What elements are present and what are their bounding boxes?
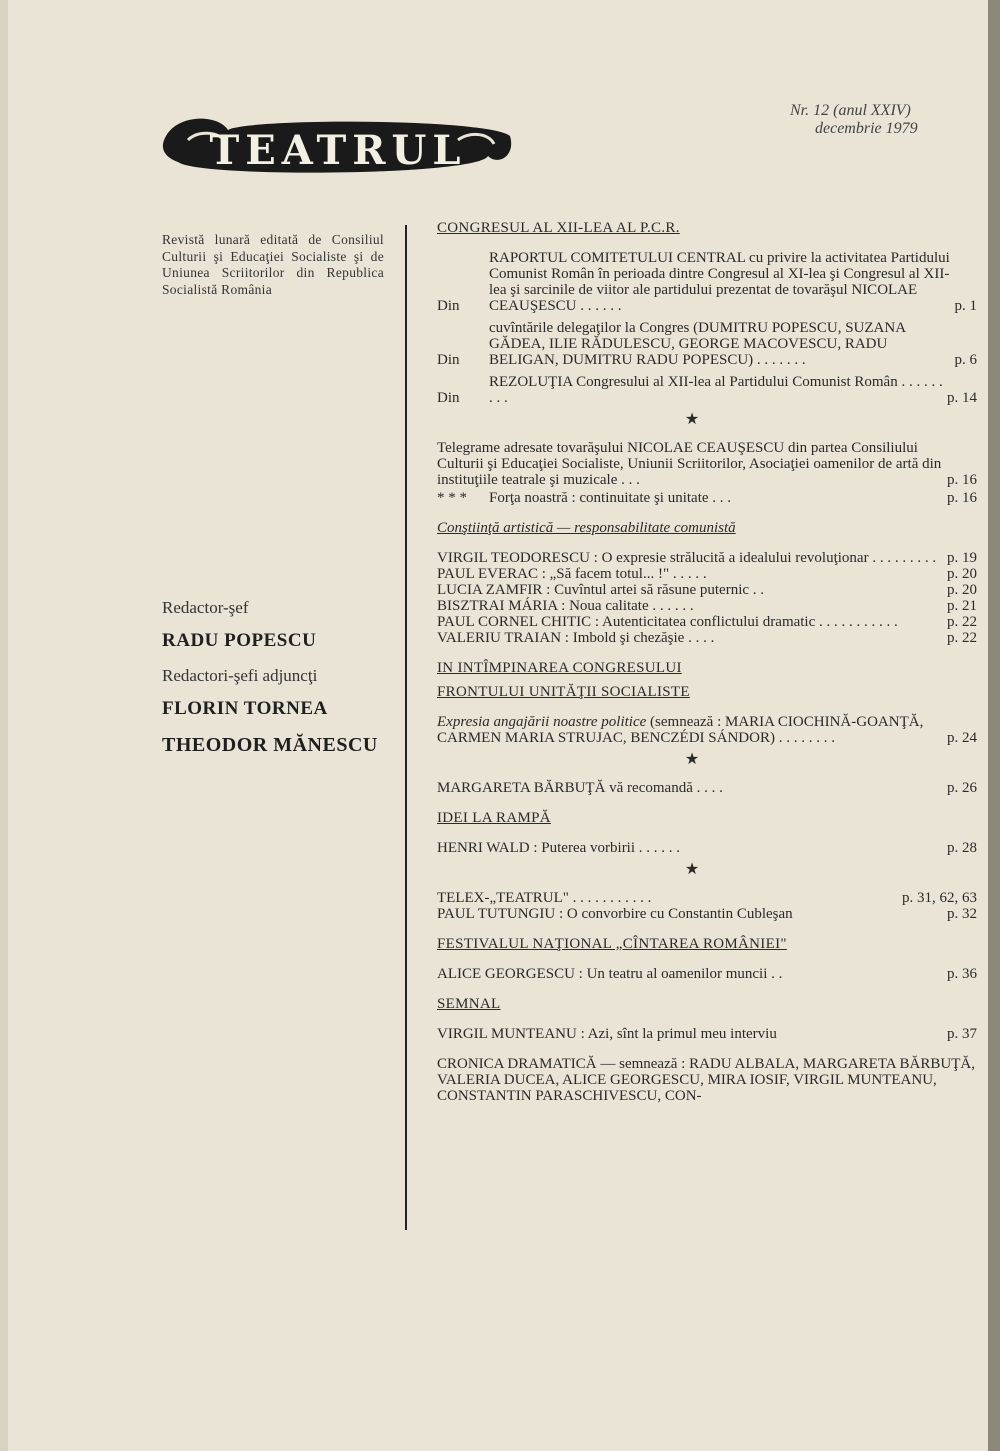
section-festival: FESTIVALUL NAŢIONAL „CÎNTAREA ROMÂNIEI" — [437, 936, 787, 952]
star-separator: ★ — [684, 411, 700, 428]
deputy-1: FLORIN TORNEA — [162, 698, 328, 719]
entry-text: TELEX-„TEATRUL" . . . . . . . . . . . — [437, 890, 652, 906]
entry-page: p. 28 — [947, 840, 977, 856]
entry-text: CRONICA DRAMATICĂ — semnează : RADU ALBALA, MARGARETA BĂRBUŢĂ, VALERIA DUCEA, ALICE GEORGESCU, MIRA IOSIF, VIRGIL MUNTEANU, CONSTANTIN PARASCHIVESCU, CON- — [437, 1056, 975, 1104]
toc-entry — [437, 630, 977, 646]
entry-text: cuvîntările delegaţilor la Congres (DUMITRU POPESCU, SUZANA GĂDEA, ILIE RĂDULESCU, GEORGE MACOVESCU, RADU BELIGAN, DUMITRU RADU POPESCU) . . . . . . . — [489, 320, 906, 368]
table-of-contents — [437, 220, 977, 1104]
toc-entry — [437, 614, 977, 630]
entry-text: VIRGIL TEODORESCU : O expresie strălucită a idealului revoluţionar . . . . . . . . . — [437, 550, 937, 566]
entry-page: p. 26 — [947, 780, 977, 796]
editor-role: Redactor-şef — [162, 598, 249, 617]
toc-entry — [437, 780, 977, 796]
entry-text: ALICE GEORGESCU : Un teatru al oamenilor muncii . . — [437, 966, 783, 982]
teatrul-logo — [158, 106, 518, 186]
section-intimpinarea: IN INTÎMPINAREA CONGRESULUI — [437, 660, 682, 676]
entry-page: p. 22 — [947, 614, 977, 630]
entry-page: p. 16 — [947, 472, 977, 488]
toc-entry — [437, 714, 977, 746]
entry-page: p. 19 — [947, 550, 977, 566]
section-congres: CONGRESUL AL XII-LEA AL P.C.R. — [437, 220, 680, 236]
entry-prefix: * * * — [437, 490, 467, 506]
entry-text: VALERIU TRAIAN : Imbold şi chezăşie . . . . — [437, 630, 715, 646]
toc-entry — [437, 890, 977, 906]
entry-text: PAUL EVERAC : „Să facem totul... !" . . . . . — [437, 566, 707, 582]
entry-page: p. 32 — [947, 906, 977, 922]
entry-text: VIRGIL MUNTEANU : Azi, sînt la primul meu interviu — [437, 1026, 777, 1042]
entry-page: p. 37 — [947, 1026, 977, 1042]
toc-entry — [437, 490, 977, 506]
entry-page: p. 36 — [947, 966, 977, 982]
entry-page: p. 20 — [947, 566, 977, 582]
entry-page: p. 6 — [954, 352, 977, 368]
toc-entry — [437, 966, 977, 982]
entry-text: Telegrame adresate tovarăşului NICOLAE CEAUŞESCU din partea Consiliului Culturii şi Educaţiei Socialiste, Uniunii Scriitorilor, Asociaţiei oamenilor de artă din instituţiile teatrale şi muzicale . . . — [437, 440, 942, 488]
toc-entry — [437, 582, 977, 598]
editor-name: RADU POPESCU — [162, 630, 317, 651]
toc-entry — [437, 250, 977, 314]
entry-text: Forţa noastră : continuitate şi unitate . . . — [489, 490, 732, 506]
entry-page: p. 22 — [947, 630, 977, 646]
entry-text: RAPORTUL COMITETULUI CENTRAL cu privire la activitatea Partidului Comunist Român în perioada dintre Congresul al XI-lea şi Congresul al XII-lea şi sarcinile de viitor ale partidului prezentat de tovarăşul NICOLAE CEAUŞESCU . . . . . . — [489, 250, 950, 314]
entry-page: p. 24 — [947, 730, 977, 746]
entry-italic-title: Expresia angajării noastre politice — [437, 714, 647, 730]
entry-text: BISZTRAI MÁRIA : Noua calitate . . . . . . — [437, 598, 694, 614]
toc-entry — [437, 550, 977, 566]
entry-text: PAUL TUTUNGIU : O convorbire cu Constantin Cubleşan — [437, 906, 793, 922]
page-edge-right — [988, 0, 1000, 1451]
toc-entry — [437, 1026, 977, 1042]
entry-text: HENRI WALD : Puterea vorbirii . . . . . . — [437, 840, 681, 856]
entry-page: p. 14 — [947, 390, 977, 406]
star-separator: ★ — [684, 861, 700, 878]
star-separator: ★ — [684, 751, 700, 768]
logo-text: TEATRUL — [209, 127, 467, 174]
toc-entry — [437, 840, 977, 856]
publisher-description: Revistă lunară editată de Consiliul Culturii şi Educaţiei Socialiste şi de Uniunea Scriitorilor din Republica Socialistă România — [162, 232, 384, 297]
section-constiinta: Conştiinţă artistică — responsabilitate comunistă — [437, 520, 736, 536]
toc-entry — [437, 598, 977, 614]
toc-entry — [437, 320, 977, 368]
entry-page: p. 21 — [947, 598, 977, 614]
entry-page: p. 20 — [947, 582, 977, 598]
entry-page: p. 1 — [954, 298, 977, 314]
entry-page: p. 31, 62, 63 — [902, 890, 977, 906]
issue-info — [790, 102, 980, 138]
section-idei: IDEI LA RAMPĂ — [437, 810, 551, 826]
toc-entry — [437, 1056, 977, 1104]
toc-entry — [437, 906, 977, 922]
toc-entry — [437, 566, 977, 582]
entry-page: p. 16 — [947, 490, 977, 506]
entry-prefix: Din — [437, 352, 460, 368]
deputy-2: THEODOR MĂNESCU — [162, 734, 378, 756]
entry-text: PAUL CORNEL CHITIC : Autenticitatea conflictului dramatic . . . . . . . . . . . — [437, 614, 898, 630]
entry-text: REZOLUŢIA Congresului al XII-lea al Partidului Comunist Român . . . . . . . . . — [489, 374, 943, 406]
entry-text: MARGARETA BĂRBUŢĂ vă recomandă . . . . — [437, 780, 723, 796]
column-divider — [405, 225, 407, 1230]
issue-date: decembrie 1979 — [815, 120, 918, 137]
section-semnal: SEMNAL — [437, 996, 501, 1012]
section-frontului: FRONTULUI UNITĂŢII SOCIALISTE — [437, 684, 690, 700]
toc-entry — [437, 440, 977, 488]
entry-prefix: Din — [437, 298, 460, 314]
toc-entry — [437, 374, 977, 406]
issue-number: Nr. 12 (anul XXIV) — [790, 102, 911, 119]
deputies-role: Redactori-şefi adjuncţi — [162, 666, 318, 685]
entry-prefix: Din — [437, 390, 460, 406]
entry-text: LUCIA ZAMFIR : Cuvîntul artei să răsune puternic . . — [437, 582, 765, 598]
page-edge-left — [0, 0, 8, 1451]
entry-text: (semnează : MARIA CIOCHINĂ-GOANŢĂ, CARMEN MARIA STRUJAC, BENCZÉDI SÁNDOR) . . . . . . . . — [437, 714, 924, 746]
editorial-staff — [162, 598, 402, 771]
